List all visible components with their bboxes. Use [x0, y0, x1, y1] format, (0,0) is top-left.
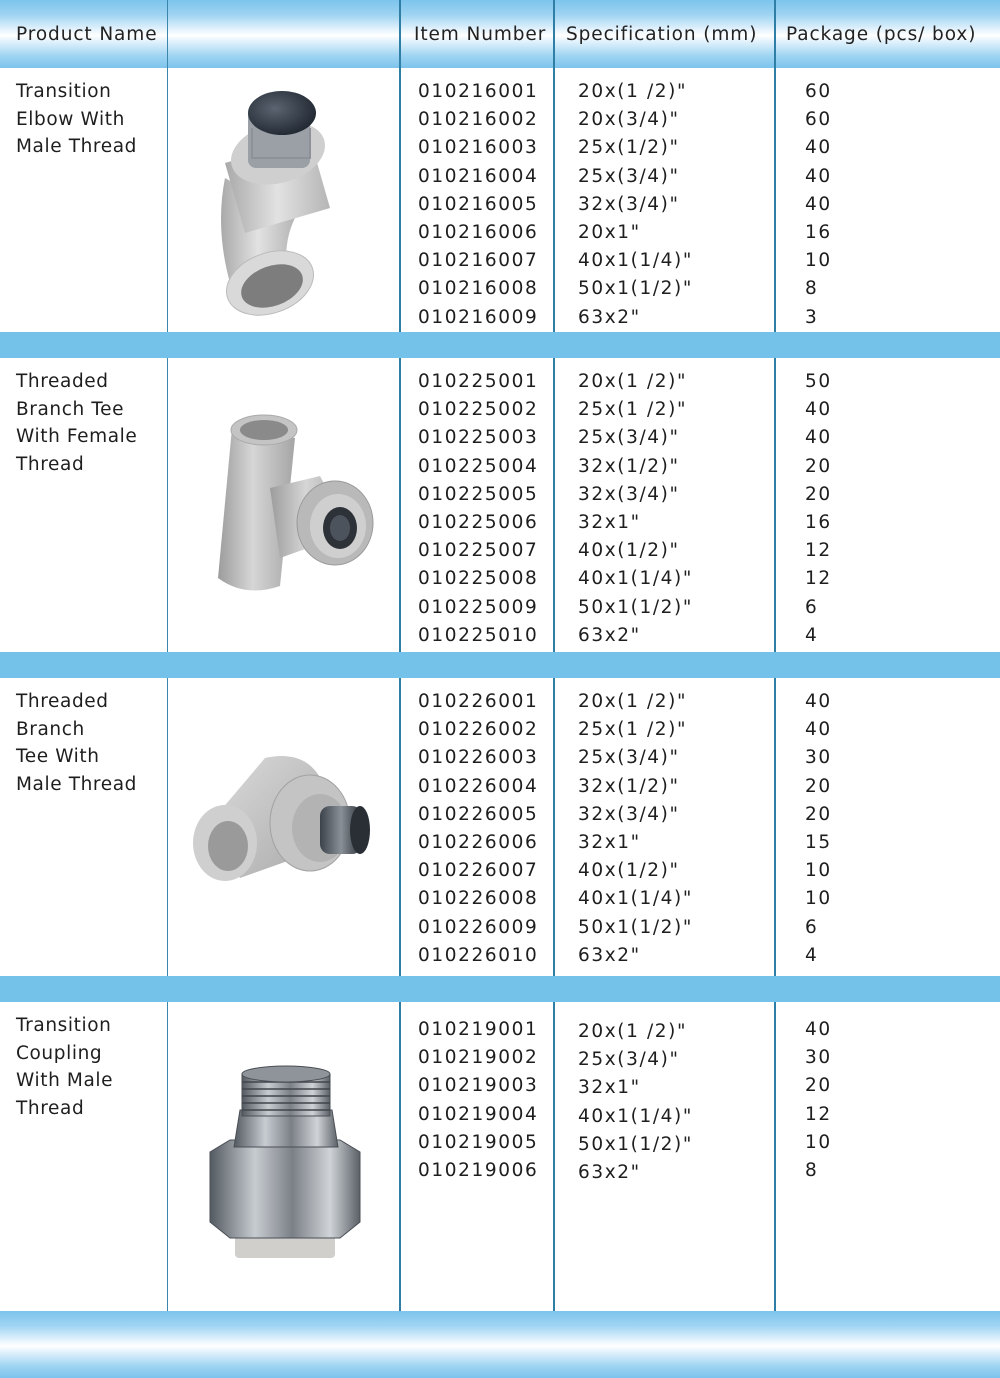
specification: 25x(3/4)"	[578, 427, 680, 449]
package-qty: 3	[805, 306, 819, 328]
package-qty: 40	[805, 193, 832, 215]
specification: 20x(3/4)"	[578, 109, 680, 131]
section-separator	[0, 332, 1000, 358]
specification: 20x(1 /2)"	[578, 81, 688, 102]
package-qty: 4	[805, 624, 819, 646]
product-section-tee-female	[0, 358, 1000, 652]
package-column	[805, 368, 832, 650]
item-number: 010225004	[418, 455, 539, 477]
specification: 20x1"	[578, 221, 641, 243]
package-qty: 4	[805, 944, 819, 966]
tee-female-thread-fitting-icon	[170, 358, 398, 652]
package-qty: 60	[805, 81, 832, 102]
product-name-line: Transition	[16, 1015, 112, 1036]
header-specification: Specification (mm)	[566, 23, 758, 45]
item-number: 010216003	[418, 137, 539, 159]
product-name	[16, 78, 156, 161]
tee-male-thread-fitting-icon	[170, 678, 398, 976]
package-qty: 20	[805, 483, 832, 505]
product-name-line: Threaded	[16, 691, 109, 712]
item-number: 010225005	[418, 483, 539, 505]
specification-column	[578, 1018, 693, 1187]
item-number: 010226010	[418, 944, 539, 966]
specification: 40x1(1/4)"	[578, 568, 693, 590]
product-section-tee-male	[0, 678, 1000, 976]
item-number: 010226007	[418, 860, 539, 882]
item-number: 010226006	[418, 831, 539, 853]
specification-column	[578, 368, 693, 650]
specification-column	[578, 78, 693, 332]
product-name-line: With Male	[16, 1070, 114, 1091]
item-number: 010216001	[418, 81, 539, 102]
product-name	[16, 1012, 156, 1122]
item-number: 010226002	[418, 719, 539, 741]
product-name-line: Transition	[16, 81, 112, 102]
header-package: Package (pcs/ box)	[786, 23, 977, 45]
item-number: 010226004	[418, 775, 539, 797]
item-number: 010216009	[418, 306, 539, 328]
specification: 32x(3/4)"	[578, 803, 680, 825]
item-number: 010219004	[418, 1103, 539, 1125]
header-product-name: Product Name	[16, 23, 158, 45]
specification: 63x2"	[578, 624, 641, 646]
package-qty: 12	[805, 540, 832, 562]
item-number: 010219003	[418, 1075, 539, 1097]
specification: 32x(3/4)"	[578, 483, 680, 505]
item-number-column	[418, 78, 538, 332]
specification: 25x(3/4)"	[578, 165, 680, 187]
item-number: 010216008	[418, 278, 539, 300]
package-qty: 20	[805, 775, 832, 797]
specification: 20x(1 /2)"	[578, 1021, 688, 1042]
product-name	[16, 688, 156, 798]
specification: 32x1"	[578, 1077, 641, 1099]
package-qty: 40	[805, 137, 832, 159]
product-name-line: Male Thread	[16, 136, 137, 157]
package-qty: 40	[805, 719, 832, 741]
specification: 32x1"	[578, 511, 641, 533]
item-number-column	[418, 688, 538, 970]
header-item-number: Item Number	[414, 23, 547, 45]
package-qty: 10	[805, 860, 832, 882]
package-qty: 12	[805, 1103, 832, 1125]
item-number-column	[418, 1016, 538, 1185]
specification: 50x1(1/2)"	[578, 596, 693, 618]
package-qty: 10	[805, 888, 832, 910]
specification: 63x2"	[578, 1161, 641, 1183]
package-qty: 8	[805, 1159, 819, 1181]
specification: 25x(1 /2)"	[578, 399, 688, 421]
specification: 25x(1/2)"	[578, 137, 680, 159]
specification: 50x1(1/2)"	[578, 278, 693, 300]
package-qty: 40	[805, 165, 832, 187]
product-section-elbow	[0, 68, 1000, 332]
item-number: 010226003	[418, 747, 539, 769]
product-name-line: Tee With	[16, 746, 100, 767]
item-number: 010226005	[418, 803, 539, 825]
product-name-line: Elbow With	[16, 108, 125, 130]
product-name-line: Thread	[16, 1097, 85, 1119]
section-separator	[0, 652, 1000, 678]
package-qty: 30	[805, 1047, 832, 1069]
product-name-line: With Female	[16, 426, 138, 447]
specification: 32x(1/2)"	[578, 455, 680, 477]
package-qty: 30	[805, 747, 832, 769]
item-number: 010225001	[418, 371, 539, 392]
item-number-column	[418, 368, 538, 650]
package-qty: 20	[805, 1075, 832, 1097]
package-qty: 20	[805, 455, 832, 477]
product-name	[16, 368, 156, 478]
item-number: 010216007	[418, 250, 539, 272]
package-qty: 50	[805, 371, 832, 392]
specification: 63x2"	[578, 944, 641, 966]
specification: 40x1(1/4)"	[578, 1105, 693, 1127]
item-number: 010226008	[418, 888, 539, 910]
package-qty: 6	[805, 916, 819, 938]
item-number: 010219005	[418, 1131, 539, 1153]
specification: 40x(1/2)"	[578, 540, 680, 562]
table-header	[0, 0, 1000, 68]
specification: 32x(3/4)"	[578, 193, 680, 215]
package-qty: 60	[805, 109, 832, 131]
package-qty: 8	[805, 278, 819, 300]
item-number: 010216006	[418, 221, 539, 243]
package-qty: 10	[805, 1131, 832, 1153]
specification: 25x(3/4)"	[578, 1049, 680, 1071]
item-number: 010225002	[418, 399, 539, 421]
package-qty: 20	[805, 803, 832, 825]
item-number: 010225007	[418, 540, 539, 562]
item-number: 010219001	[418, 1019, 539, 1040]
product-name-line: Thread	[16, 453, 85, 475]
product-name-line: Coupling	[16, 1042, 103, 1064]
package-qty: 6	[805, 596, 819, 618]
package-column	[805, 78, 832, 332]
item-number: 010216002	[418, 109, 539, 131]
specification-column	[578, 688, 693, 970]
package-qty: 16	[805, 221, 832, 243]
item-number: 010216004	[418, 165, 539, 187]
package-qty: 40	[805, 691, 832, 712]
item-number: 010219002	[418, 1047, 539, 1069]
product-name-line: Male Thread	[16, 773, 137, 795]
product-name-line: Branch	[16, 718, 85, 740]
specification: 50x1(1/2)"	[578, 1133, 693, 1155]
specification: 40x1(1/4)"	[578, 250, 693, 272]
item-number: 010219006	[418, 1159, 539, 1181]
product-name-line: Threaded	[16, 371, 109, 392]
specification: 25x(3/4)"	[578, 747, 680, 769]
package-qty: 15	[805, 831, 832, 853]
specification: 32x(1/2)"	[578, 775, 680, 797]
specification: 40x(1/2)"	[578, 860, 680, 882]
specification: 20x(1 /2)"	[578, 371, 688, 392]
union-coupling-male-thread-fitting-icon	[170, 1002, 398, 1311]
item-number: 010226009	[418, 916, 539, 938]
item-number: 010225003	[418, 427, 539, 449]
specification: 63x2"	[578, 306, 641, 328]
specification: 50x1(1/2)"	[578, 916, 693, 938]
package-qty: 16	[805, 511, 832, 533]
package-qty: 10	[805, 250, 832, 272]
item-number: 010216005	[418, 193, 539, 215]
specification: 20x(1 /2)"	[578, 691, 688, 712]
item-number: 010225010	[418, 624, 539, 646]
package-qty: 40	[805, 399, 832, 421]
item-number: 010225009	[418, 596, 539, 618]
package-qty: 12	[805, 568, 832, 590]
product-section-coupling	[0, 1002, 1000, 1311]
section-separator	[0, 976, 1000, 1002]
item-number: 010225008	[418, 568, 539, 590]
package-column	[805, 1016, 832, 1185]
elbow-male-thread-fitting-icon	[170, 68, 398, 332]
package-column	[805, 688, 832, 970]
specification: 32x1"	[578, 831, 641, 853]
specification: 40x1(1/4)"	[578, 888, 693, 910]
item-number: 010225006	[418, 511, 539, 533]
product-name-line: Branch Tee	[16, 398, 125, 420]
specification: 25x(1 /2)"	[578, 719, 688, 741]
item-number: 010226001	[418, 691, 539, 712]
package-qty: 40	[805, 427, 832, 449]
table-footer-bar	[0, 1311, 1000, 1378]
package-qty: 40	[805, 1019, 832, 1040]
